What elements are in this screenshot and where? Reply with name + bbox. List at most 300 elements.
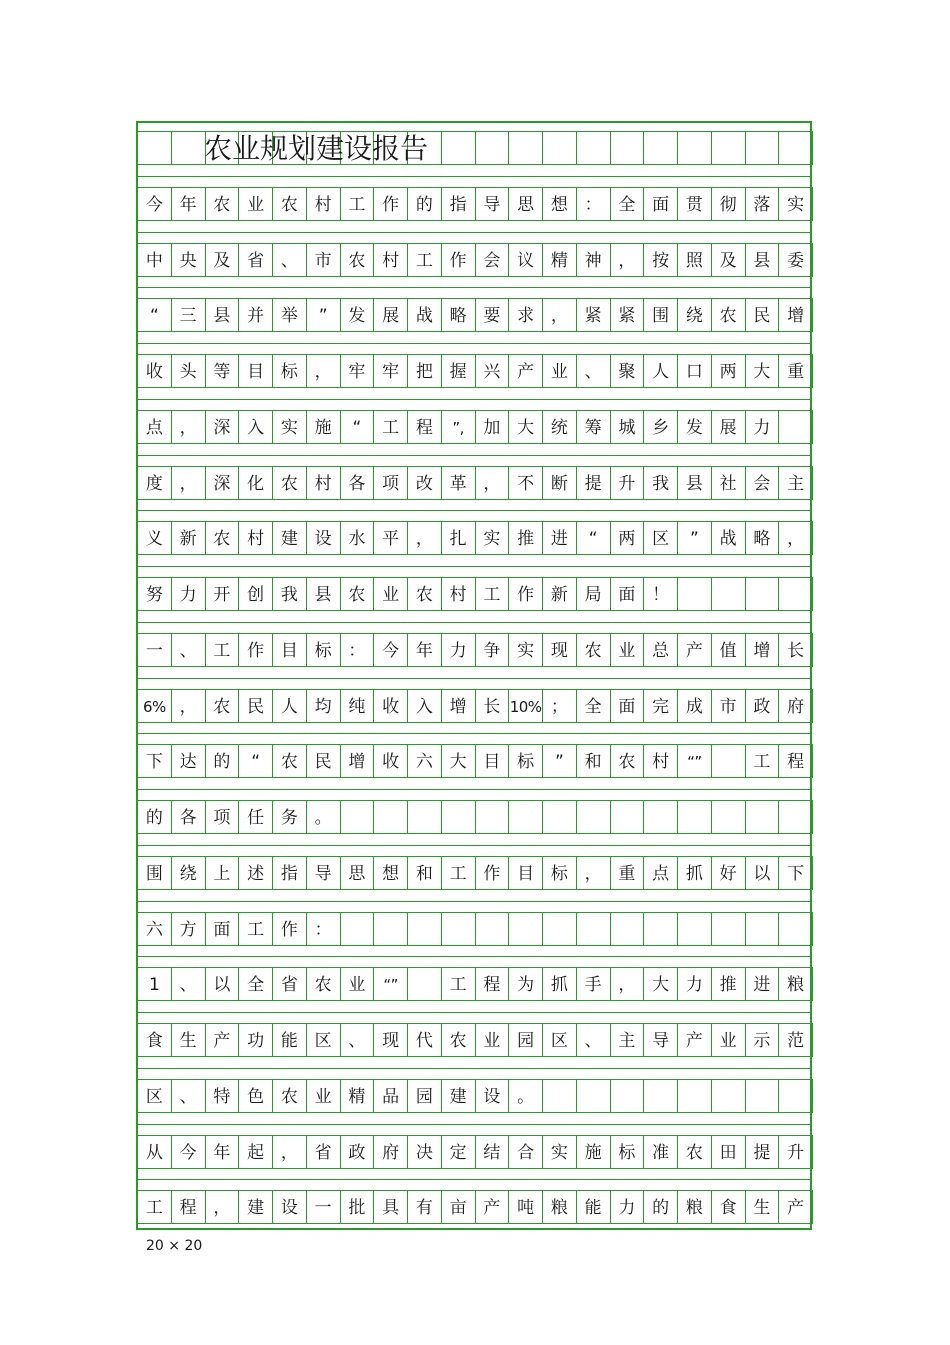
grid-cell: 思 xyxy=(508,187,543,221)
grid-cell: 业 xyxy=(542,354,577,388)
grid-cell: 全 xyxy=(238,967,273,1001)
grid-cell: 述 xyxy=(238,856,273,890)
grid-cell: 政 xyxy=(340,1135,375,1169)
grid-cell: 民 xyxy=(745,298,780,332)
grid-cell xyxy=(643,1079,678,1113)
grid-cell: 完 xyxy=(643,689,678,723)
grid-cell: 提 xyxy=(745,1135,780,1169)
row-separator xyxy=(137,1068,812,1069)
grid-cell: 生 xyxy=(745,1190,780,1224)
grid-cell: 业 xyxy=(711,1023,746,1057)
grid-cell: 起 xyxy=(238,1135,273,1169)
grid-cell: 委 xyxy=(778,243,813,277)
grid-cell: ， xyxy=(171,410,206,444)
grid-cell: 代 xyxy=(407,1023,442,1057)
grid-cell xyxy=(711,1079,746,1113)
grid-cell: ， xyxy=(171,466,206,500)
grid-cell: 6% xyxy=(137,689,172,723)
grid-row xyxy=(137,1023,812,1057)
grid-cell: 省 xyxy=(238,243,273,277)
grid-cell: 指 xyxy=(272,856,307,890)
grid-cell: 改 xyxy=(407,466,442,500)
grid-cell: 村 xyxy=(643,744,678,778)
grid-cell: 头 xyxy=(171,354,206,388)
grid-cell: 程 xyxy=(475,967,510,1001)
grid-cell: 市 xyxy=(711,689,746,723)
grid-cell: 举 xyxy=(272,298,307,332)
grid-cell: 工 xyxy=(373,410,408,444)
grid-cell: 粮 xyxy=(677,1190,712,1224)
grid-cell: 六 xyxy=(137,912,172,946)
grid-cell: 准 xyxy=(643,1135,678,1169)
grid-cell: 大 xyxy=(508,410,543,444)
grid-cell: 平 xyxy=(373,521,408,555)
grid-cell: 会 xyxy=(745,466,780,500)
grid-cell: ， xyxy=(778,521,813,555)
grid-row xyxy=(137,243,812,277)
grid-cell: 农 xyxy=(205,187,240,221)
grid-cell: 农 xyxy=(441,1023,476,1057)
grid-cell: 政 xyxy=(745,689,780,723)
grid-cell: 略 xyxy=(441,298,476,332)
grid-cell: 为 xyxy=(508,967,543,1001)
grid-cell xyxy=(610,912,645,946)
grid-cell: 升 xyxy=(610,466,645,500)
grid-cell: 食 xyxy=(711,1190,746,1224)
grid-cell xyxy=(407,800,442,834)
grid-cell xyxy=(373,800,408,834)
grid-cell: 。 xyxy=(508,1079,543,1113)
grid-cell: 想 xyxy=(373,856,408,890)
grid-cell: 村 xyxy=(373,243,408,277)
row-separator xyxy=(137,1012,812,1013)
grid-cell: 思 xyxy=(340,856,375,890)
grid-cell: 实 xyxy=(778,187,813,221)
grid-cell: 增 xyxy=(745,633,780,667)
grid-cell xyxy=(677,912,712,946)
grid-cell xyxy=(441,131,476,165)
grid-cell: 实 xyxy=(475,521,510,555)
grid-cell: 标 xyxy=(542,856,577,890)
grid-cell: 绕 xyxy=(677,298,712,332)
grid-cell xyxy=(778,577,813,611)
grid-cell xyxy=(643,800,678,834)
grid-cell: 面 xyxy=(610,577,645,611)
grid-cell: 今 xyxy=(137,187,172,221)
grid-cell xyxy=(778,912,813,946)
grid-cell: 力 xyxy=(171,577,206,611)
grid-cell: 力 xyxy=(745,410,780,444)
grid-cell: ， xyxy=(407,521,442,555)
grid-cell: 业 xyxy=(340,967,375,1001)
grid-cell xyxy=(542,131,577,165)
grid-cell: 和 xyxy=(576,744,611,778)
grid-row xyxy=(137,744,812,778)
grid-cell: 主 xyxy=(610,1023,645,1057)
grid-cell: 以 xyxy=(205,967,240,1001)
grid-cell: 生 xyxy=(171,1023,206,1057)
grid-cell xyxy=(576,800,611,834)
row-separator xyxy=(137,510,812,511)
grid-cell: 略 xyxy=(745,521,780,555)
grid-cell xyxy=(711,912,746,946)
grid-cell: 实 xyxy=(508,633,543,667)
grid-cell xyxy=(340,912,375,946)
grid-cell: 建 xyxy=(238,1190,273,1224)
grid-row xyxy=(137,856,812,890)
grid-cell: 精 xyxy=(542,243,577,277)
row-separator xyxy=(137,901,812,902)
grid-cell: 战 xyxy=(407,298,442,332)
grid-cell: 项 xyxy=(205,800,240,834)
grid-cell: 业 xyxy=(238,187,273,221)
grid-cell: 省 xyxy=(306,1135,341,1169)
grid-cell: 贯 xyxy=(677,187,712,221)
grid-cell: 、 xyxy=(340,1023,375,1057)
grid-cell: 民 xyxy=(306,744,341,778)
grid-cell: 业 xyxy=(306,1079,341,1113)
grid-cell: 、 xyxy=(171,967,206,1001)
grid-cell: 化 xyxy=(238,466,273,500)
row-separator xyxy=(137,287,812,288)
grid-cell: 目 xyxy=(238,354,273,388)
grid-cell: 、 xyxy=(272,243,307,277)
grid-cell: 作 xyxy=(508,577,543,611)
grid-cell: 升 xyxy=(778,1135,813,1169)
grid-cell xyxy=(373,912,408,946)
grid-cell: 各 xyxy=(171,800,206,834)
grid-cell: 区 xyxy=(306,1023,341,1057)
grid-cell: 展 xyxy=(711,410,746,444)
grid-cell: 施 xyxy=(306,410,341,444)
document-title: 农业规划建设报告 xyxy=(204,132,429,165)
grid-cell: 入 xyxy=(238,410,273,444)
grid-row xyxy=(137,577,812,611)
grid-cell: “ xyxy=(576,521,611,555)
grid-cell: 大 xyxy=(643,967,678,1001)
row-separator xyxy=(137,733,812,734)
grid-cell: “ xyxy=(238,744,273,778)
grid-row xyxy=(137,967,812,1001)
grid-cell xyxy=(576,1079,611,1113)
grid-cell: 不 xyxy=(508,466,543,500)
grid-cell: 能 xyxy=(576,1190,611,1224)
grid-cell: 重 xyxy=(610,856,645,890)
grid-cell: 及 xyxy=(205,243,240,277)
grid-cell: 和 xyxy=(407,856,442,890)
grid-cell: 长 xyxy=(778,633,813,667)
grid-cell: 功 xyxy=(238,1023,273,1057)
grid-cell: 、 xyxy=(576,354,611,388)
grid-cell: 农 xyxy=(610,744,645,778)
grid-cell: 抓 xyxy=(542,967,577,1001)
grid-cell: 围 xyxy=(137,856,172,890)
grid-cell: 导 xyxy=(475,187,510,221)
grid-cell: 程 xyxy=(778,744,813,778)
grid-cell: 年 xyxy=(205,1135,240,1169)
grid-cell xyxy=(475,912,510,946)
grid-cell: 点 xyxy=(137,410,172,444)
grid-cell: 业 xyxy=(475,1023,510,1057)
row-separator xyxy=(137,399,812,400)
grid-cell: 工 xyxy=(340,187,375,221)
grid-cell: 手 xyxy=(576,967,611,1001)
grid-cell: 好 xyxy=(711,856,746,890)
grid-cell: 各 xyxy=(340,466,375,500)
grid-cell xyxy=(171,131,206,165)
grid-cell: 标 xyxy=(306,633,341,667)
grid-row xyxy=(137,1135,812,1169)
grid-cell: 革 xyxy=(441,466,476,500)
grid-cell xyxy=(778,1079,813,1113)
grid-cell: 范 xyxy=(778,1023,813,1057)
grid-cell xyxy=(441,800,476,834)
grid-cell xyxy=(643,912,678,946)
grid-cell: 工 xyxy=(137,1190,172,1224)
grid-cell: ”, xyxy=(441,410,476,444)
grid-cell: 提 xyxy=(576,466,611,500)
grid-cell: 工 xyxy=(205,633,240,667)
grid-cell: 的 xyxy=(137,800,172,834)
grid-cell: 农 xyxy=(340,577,375,611)
grid-cell: 现 xyxy=(542,633,577,667)
grid-cell: 发 xyxy=(677,410,712,444)
grid-cell: ， xyxy=(272,1135,307,1169)
grid-cell xyxy=(677,800,712,834)
grid-cell xyxy=(745,912,780,946)
grid-cell: 把 xyxy=(407,354,442,388)
grid-cell: 施 xyxy=(576,1135,611,1169)
grid-cell: 神 xyxy=(576,243,611,277)
grid-cell: 创 xyxy=(238,577,273,611)
grid-cell: 县 xyxy=(745,243,780,277)
grid-cell: 央 xyxy=(171,243,206,277)
grid-cell: ； xyxy=(542,689,577,723)
grid-cell: 聚 xyxy=(610,354,645,388)
grid-cell: ： xyxy=(340,633,375,667)
grid-cell: 县 xyxy=(306,577,341,611)
grid-cell: 深 xyxy=(205,410,240,444)
grid-cell: 吨 xyxy=(508,1190,543,1224)
grid-cell: 市 xyxy=(306,243,341,277)
grid-cell: 务 xyxy=(272,800,307,834)
grid-cell: 增 xyxy=(340,744,375,778)
grid-cell: ” xyxy=(677,521,712,555)
grid-cell xyxy=(475,131,510,165)
grid-cell xyxy=(340,800,375,834)
grid-cell: 从 xyxy=(137,1135,172,1169)
grid-cell: 、 xyxy=(171,633,206,667)
grid-cell: 等 xyxy=(205,354,240,388)
grid-cell xyxy=(677,1079,712,1113)
grid-cell: 目 xyxy=(272,633,307,667)
grid-cell: 能 xyxy=(272,1023,307,1057)
grid-cell: 进 xyxy=(745,967,780,1001)
grid-cell xyxy=(475,800,510,834)
grid-cell xyxy=(542,912,577,946)
grid-cell: ， xyxy=(610,967,645,1001)
grid-row xyxy=(137,633,812,667)
grid-cell: 绕 xyxy=(171,856,206,890)
grid-cell: “” xyxy=(677,744,712,778)
grid-cell: 标 xyxy=(272,354,307,388)
grid-cell: 努 xyxy=(137,577,172,611)
grid-cell: 下 xyxy=(778,856,813,890)
grid-cell: 兴 xyxy=(475,354,510,388)
grid-cell xyxy=(576,912,611,946)
grid-cell: 口 xyxy=(677,354,712,388)
grid-cell: 程 xyxy=(171,1190,206,1224)
grid-cell xyxy=(542,800,577,834)
grid-cell xyxy=(778,131,813,165)
grid-row xyxy=(137,912,812,946)
grid-cell xyxy=(745,577,780,611)
grid-row xyxy=(137,354,812,388)
grid-cell: 决 xyxy=(407,1135,442,1169)
grid-cell: 筹 xyxy=(576,410,611,444)
grid-cell: 食 xyxy=(137,1023,172,1057)
row-separator xyxy=(137,622,812,623)
grid-cell: 争 xyxy=(475,633,510,667)
grid-cell: 农 xyxy=(205,521,240,555)
grid-cell: 标 xyxy=(610,1135,645,1169)
grid-cell: 定 xyxy=(441,1135,476,1169)
grid-cell: 重 xyxy=(778,354,813,388)
grid-cell: 城 xyxy=(610,410,645,444)
grid-cell: 区 xyxy=(137,1079,172,1113)
grid-cell xyxy=(745,1079,780,1113)
grid-cell: 1 xyxy=(137,967,172,1001)
grid-cell: 三 xyxy=(171,298,206,332)
grid-cell: 面 xyxy=(205,912,240,946)
grid-cell: 作 xyxy=(238,633,273,667)
grid-row xyxy=(137,1079,812,1113)
grid-cell xyxy=(508,131,543,165)
grid-cell: 产 xyxy=(778,1190,813,1224)
grid-cell: ” xyxy=(542,744,577,778)
grid-cell: 区 xyxy=(542,1023,577,1057)
grid-cell: 具 xyxy=(373,1190,408,1224)
grid-cell xyxy=(508,912,543,946)
grid-row xyxy=(137,187,812,221)
grid-cell: 议 xyxy=(508,243,543,277)
grid-cell: 今 xyxy=(171,1135,206,1169)
grid-cell: 两 xyxy=(610,521,645,555)
grid-cell: 的 xyxy=(205,744,240,778)
row-separator xyxy=(137,845,812,846)
grid-cell: 村 xyxy=(306,466,341,500)
grid-cell: 。 xyxy=(306,800,341,834)
grid-cell: 统 xyxy=(542,410,577,444)
grid-cell: 乡 xyxy=(643,410,678,444)
grid-cell: 战 xyxy=(711,521,746,555)
grid-cell: 府 xyxy=(778,689,813,723)
grid-cell: 项 xyxy=(373,466,408,500)
grid-cell: 工 xyxy=(441,856,476,890)
grid-cell: 有 xyxy=(407,1190,442,1224)
grid-cell: ， xyxy=(306,354,341,388)
row-separator xyxy=(137,1179,812,1180)
grid-cell: 牢 xyxy=(373,354,408,388)
grid-cell: 上 xyxy=(205,856,240,890)
grid-cell: 农 xyxy=(205,689,240,723)
grid-cell: 亩 xyxy=(441,1190,476,1224)
grid-cell: 会 xyxy=(475,243,510,277)
grid-cell: 度 xyxy=(137,466,172,500)
grid-cell: 年 xyxy=(407,633,442,667)
grid-cell: 结 xyxy=(475,1135,510,1169)
grid-cell: 、 xyxy=(576,1023,611,1057)
grid-cell: 建 xyxy=(272,521,307,555)
grid-cell: 作 xyxy=(475,856,510,890)
grid-row xyxy=(137,410,812,444)
grid-cell: 六 xyxy=(407,744,442,778)
grid-cell: ， xyxy=(171,689,206,723)
grid-cell: 合 xyxy=(508,1135,543,1169)
grid-cell: 全 xyxy=(576,689,611,723)
grid-cell: ” xyxy=(306,298,341,332)
grid-cell: ： xyxy=(306,912,341,946)
grid-cell: 紧 xyxy=(576,298,611,332)
row-separator xyxy=(137,678,812,679)
grid-cell: 局 xyxy=(576,577,611,611)
grid-cell: 长 xyxy=(475,689,510,723)
grid-cell xyxy=(745,800,780,834)
grid-cell: “ xyxy=(137,298,172,332)
grid-cell: 农 xyxy=(407,577,442,611)
grid-cell: ， xyxy=(610,243,645,277)
grid-cell xyxy=(745,131,780,165)
grid-cell: 一 xyxy=(306,1190,341,1224)
grid-cell: 粮 xyxy=(778,967,813,1001)
row-separator xyxy=(137,789,812,790)
grid-cell: 抓 xyxy=(677,856,712,890)
grid-cell xyxy=(677,577,712,611)
grid-cell: 田 xyxy=(711,1135,746,1169)
grid-cell: 工 xyxy=(475,577,510,611)
grid-cell: 开 xyxy=(205,577,240,611)
grid-cell: 年 xyxy=(171,187,206,221)
grid-cell: 设 xyxy=(306,521,341,555)
grid-cell: 围 xyxy=(643,298,678,332)
grid-cell xyxy=(643,131,678,165)
grid-cell: 以 xyxy=(745,856,780,890)
grid-cell: 府 xyxy=(373,1135,408,1169)
grid-cell: 产 xyxy=(677,1023,712,1057)
grid-cell: 均 xyxy=(306,689,341,723)
grid-cell: “” xyxy=(373,967,408,1001)
grid-cell: 县 xyxy=(677,466,712,500)
grid-cell xyxy=(711,131,746,165)
grid-cell: 紧 xyxy=(610,298,645,332)
grid-cell: 、 xyxy=(171,1079,206,1113)
row-separator xyxy=(137,566,812,567)
grid-cell: 牢 xyxy=(340,354,375,388)
grid-cell: 业 xyxy=(373,577,408,611)
grid-cell: 村 xyxy=(306,187,341,221)
grid-cell: 社 xyxy=(711,466,746,500)
grid-cell: ！ xyxy=(643,577,678,611)
grid-cell: 的 xyxy=(407,187,442,221)
grid-cell: 深 xyxy=(205,466,240,500)
grid-cell: 程 xyxy=(407,410,442,444)
grid-cell: 按 xyxy=(643,243,678,277)
grid-cell: 收 xyxy=(373,689,408,723)
grid-cell: 力 xyxy=(610,1190,645,1224)
grid-cell: ， xyxy=(205,1190,240,1224)
grid-cell: 大 xyxy=(441,744,476,778)
grid-cell: 收 xyxy=(373,744,408,778)
